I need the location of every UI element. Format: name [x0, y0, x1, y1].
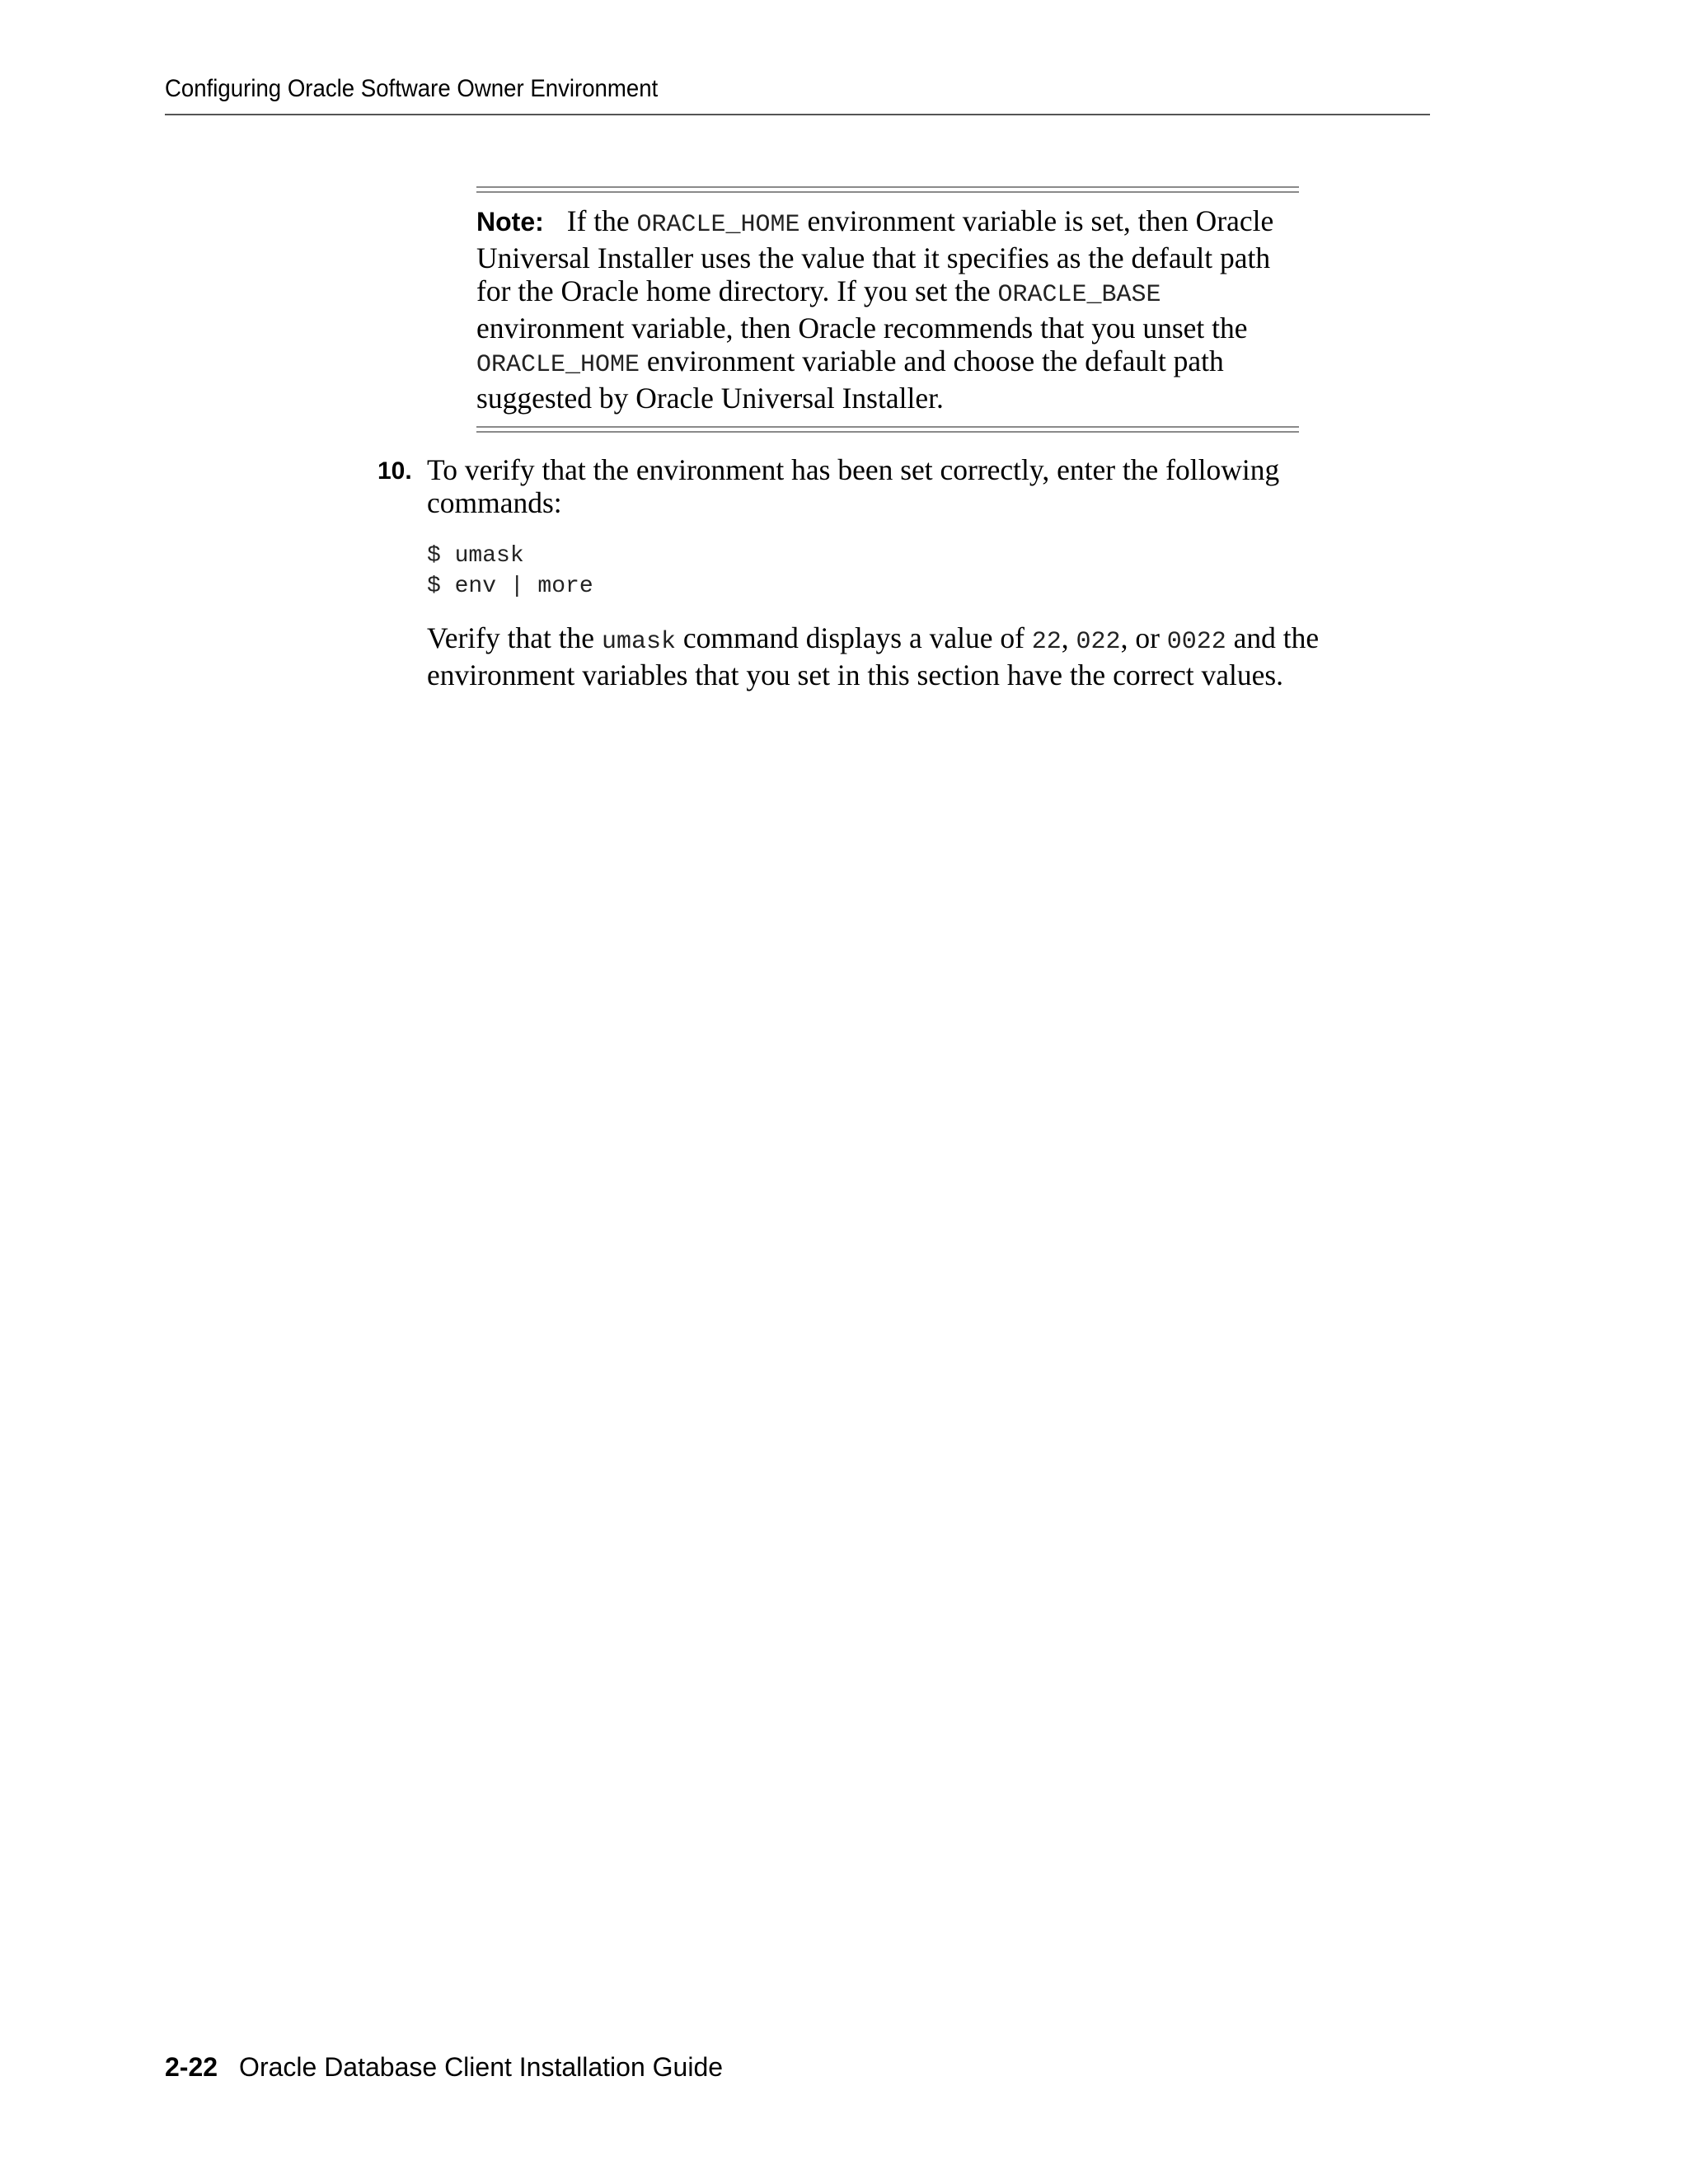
note-label: Note:	[476, 207, 544, 237]
code-line: $ umask	[427, 543, 524, 569]
header-rule	[165, 114, 1430, 115]
verify-text-part: ,	[1061, 621, 1076, 654]
step-intro: To verify that the environment has been set correctly, enter the following commands:	[427, 453, 1280, 519]
umask-value: 22	[1031, 628, 1062, 656]
note-bottom-rule	[476, 426, 1299, 433]
note-text-part: environment variable is set, then Oracle Universal Installer uses the value that it specifies as the default path for the Oracle home directory. If you set the	[476, 204, 1274, 307]
env-var-oracle-base: ORACLE_BASE	[997, 281, 1161, 309]
page-number: 2-22	[165, 2052, 218, 2082]
note-text-part: environment variable, then Oracle recommends that you unset the	[476, 312, 1248, 344]
code-block	[427, 541, 1367, 602]
step-number: 10.	[377, 457, 412, 485]
note-text-part: environment variable and choose the default path suggested by Oracle Universal Installer.	[476, 344, 1224, 415]
note-box	[476, 186, 1299, 433]
running-header: Configuring Oracle Software Owner Environment	[165, 75, 659, 102]
code-line: $ env | more	[427, 574, 593, 599]
verify-text-part: command displays a value of	[675, 621, 1032, 654]
env-var-oracle-home: ORACLE_HOME	[476, 351, 640, 379]
env-var-oracle-home: ORACLE_HOME	[636, 211, 800, 239]
step-body	[427, 453, 1367, 691]
page-footer	[165, 2050, 723, 2083]
note-text-part: If the	[566, 204, 637, 237]
umask-value: 022	[1076, 628, 1121, 656]
verify-paragraph	[427, 621, 1367, 691]
note-top-rule	[476, 186, 1299, 193]
verify-text-part: Verify that the	[427, 621, 602, 654]
book-title: Oracle Database Client Installation Guide	[239, 2052, 724, 2082]
step-10	[377, 453, 1367, 691]
umask-value: 0022	[1166, 628, 1226, 656]
note-text	[476, 204, 1299, 415]
verify-text-part: , or	[1120, 621, 1167, 654]
umask-command: umask	[601, 628, 676, 656]
verify-text-part: and the environment variables that you set in this section have the correct values.	[427, 621, 1320, 691]
